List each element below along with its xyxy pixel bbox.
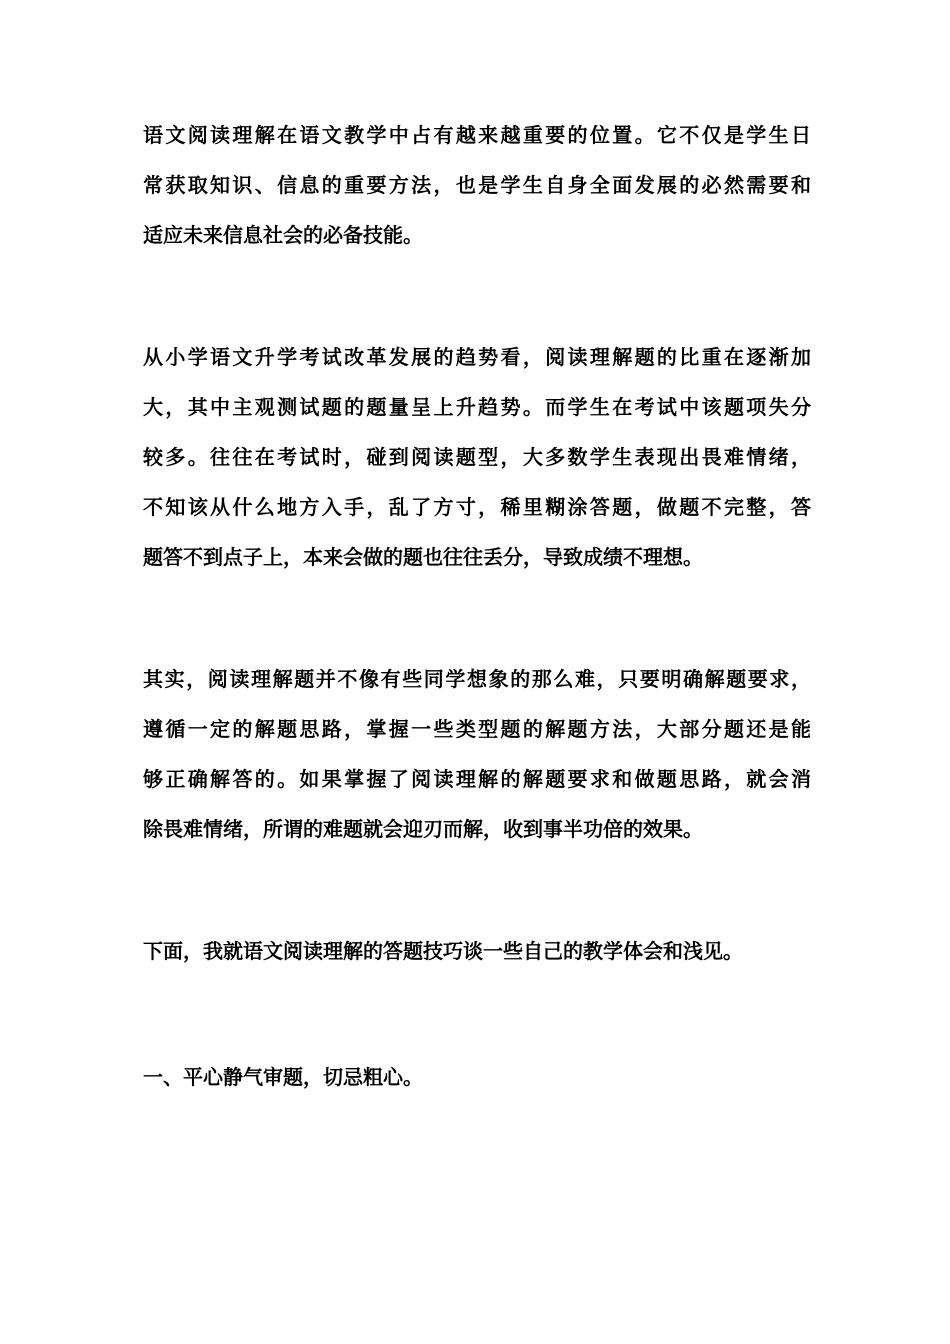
heading-text: 一、平心静气审题，切忌粗心。 <box>143 1065 423 1089</box>
text-line: 常获取知识、信息的重要方法，也是学生自身全面发展的必然需要和 <box>143 173 811 197</box>
paragraph-method <box>143 654 811 854</box>
text-line: 语文阅读理解在语文教学中占有越来越重要的位置。它不仅是学生日 <box>143 123 811 147</box>
paragraph-transition <box>143 926 811 976</box>
text-line: 不知该从什么地方入手，乱了方寸，稀里糊涂答题，做题不完整，答 <box>143 495 811 519</box>
text-line: 下面，我就语文阅读理解的答题技巧谈一些自己的教学体会和浅见。 <box>143 939 743 963</box>
text-line: 较多。往往在考试时，碰到阅读题型，大多数学生表现出畏难情绪， <box>143 445 811 469</box>
section-heading-1 <box>143 1052 811 1102</box>
paragraph-intro <box>143 110 811 260</box>
text-line: 题答不到点子上，本来会做的题也往往丢分，导致成绩不理想。 <box>143 545 703 569</box>
text-line: 够正确解答的。如果掌握了阅读理解的解题要求和做题思路，就会消 <box>143 767 811 791</box>
text-line: 遵循一定的解题思路，掌握一些类型题的解题方法，大部分题还是能 <box>143 717 811 741</box>
text-line: 除畏难情绪，所谓的难题就会迎刃而解，收到事半功倍的效果。 <box>143 817 703 841</box>
paragraph-exam-trend <box>143 332 811 582</box>
text-line: 大，其中主观测试题的题量呈上升趋势。而学生在考试中该题项失分 <box>143 395 811 419</box>
text-line: 其实，阅读理解题并不像有些同学想象的那么难，只要明确解题要求， <box>143 667 811 691</box>
text-line: 适应未来信息社会的必备技能。 <box>143 223 423 247</box>
text-line: 从小学语文升学考试改革发展的趋势看，阅读理解题的比重在逐渐加 <box>143 345 811 369</box>
